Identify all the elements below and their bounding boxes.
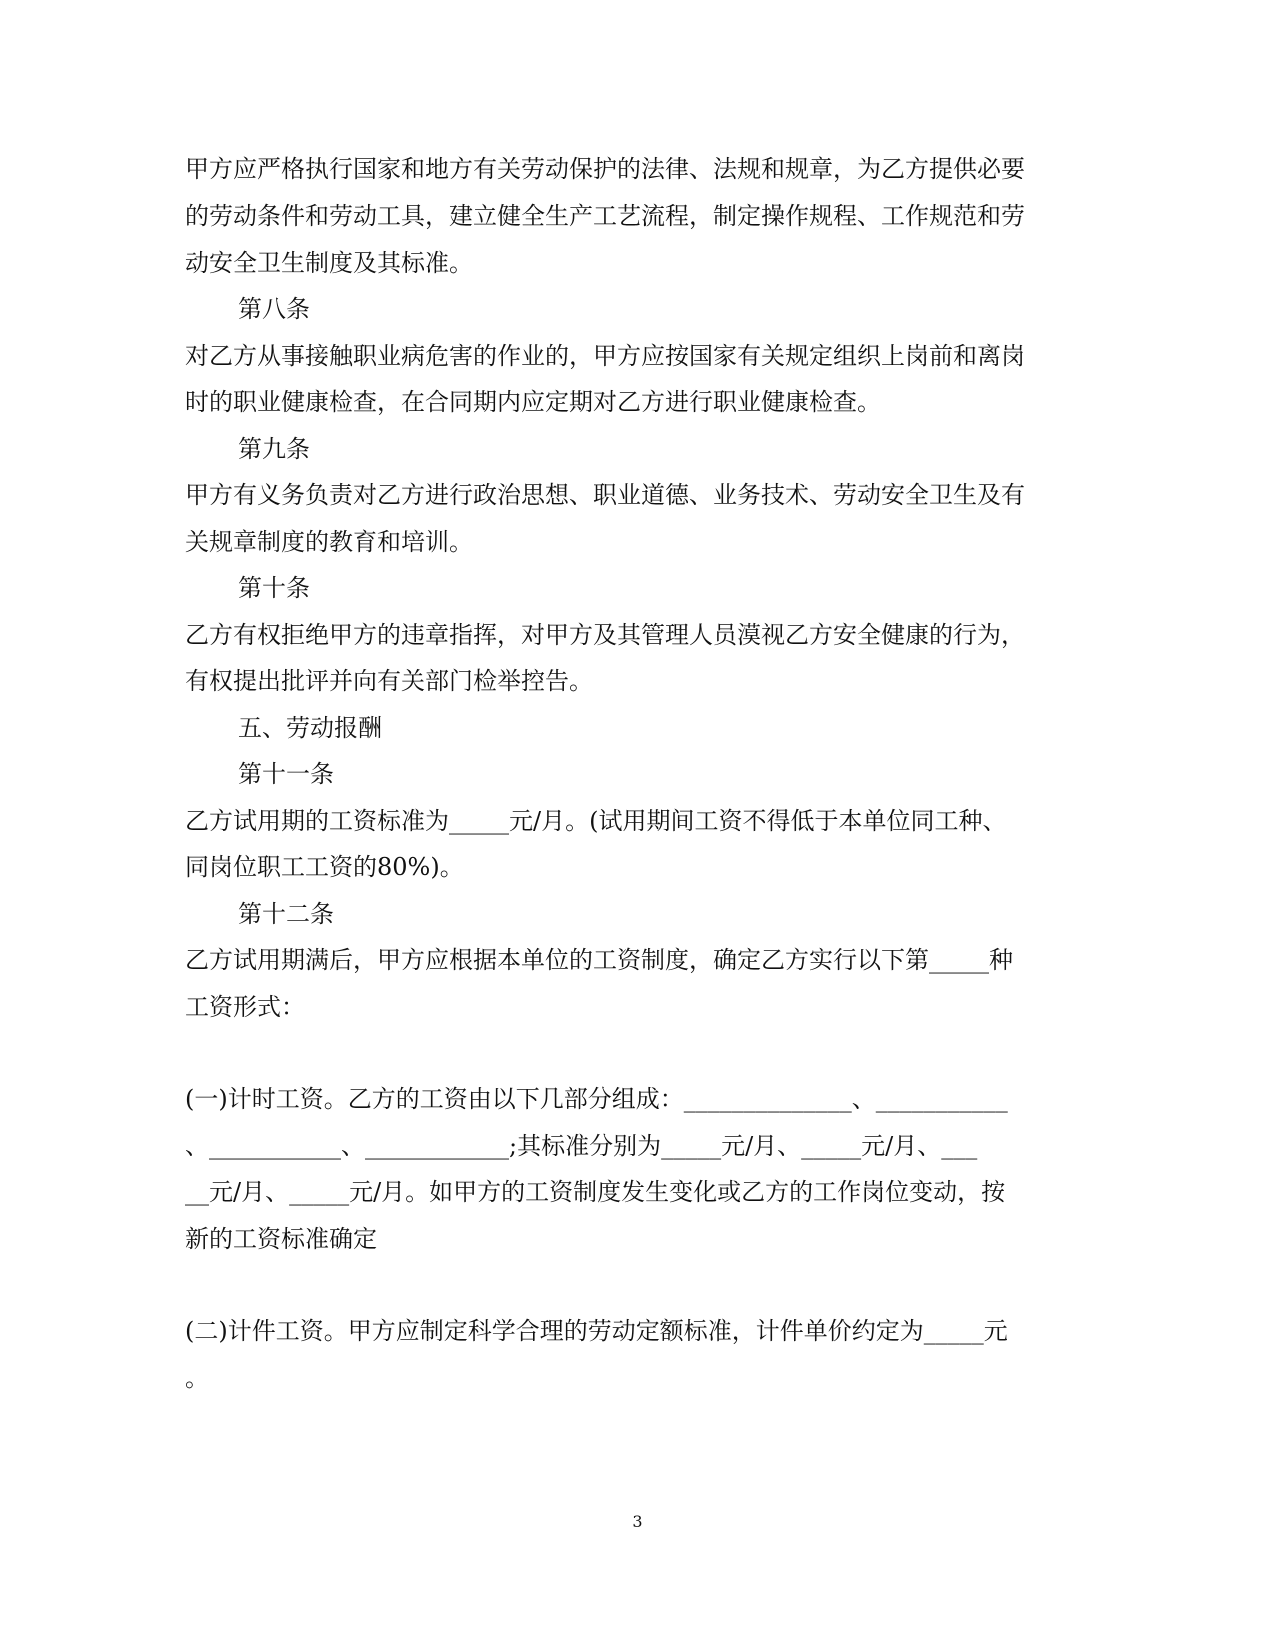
paragraph-line: 工资形式： — [185, 993, 305, 1021]
paragraph-line: 乙方试用期满后，甲方应根据本单位的工资制度，确定乙方实行以下第_____种 — [185, 946, 1013, 974]
article-heading: 第十二条 — [238, 900, 334, 928]
paragraph-line: (二)计件工资。甲方应制定科学合理的劳动定额标准，计件单价约定为_____元 — [185, 1317, 1008, 1345]
article-heading: 第十一条 — [238, 760, 334, 788]
paragraph-line: 、___________、____________;其标准分别为_____元/月、_____元/月、___ — [185, 1132, 978, 1160]
paragraph-line: 甲方应严格执行国家和地方有关劳动保护的法律、法规和规章，为乙方提供必要 — [185, 155, 1025, 183]
article-heading: 第九条 — [238, 435, 310, 463]
paragraph-line: 有权提出批评并向有关部门检举控告。 — [185, 667, 593, 695]
paragraph-line: 同岗位职工工资的80%)。 — [185, 853, 464, 881]
page-number: 3 — [632, 1512, 643, 1531]
paragraph-line: 关规章制度的教育和培训。 — [185, 528, 473, 556]
paragraph-line: (一)计时工资。乙方的工资由以下几部分组成：______________、___________ — [185, 1085, 1008, 1113]
section-heading: 五、劳动报酬 — [238, 714, 382, 742]
paragraph-line: 乙方试用期的工资标准为_____元/月。(试用期间工资不得低于本单位同工种、 — [185, 807, 1007, 835]
article-heading: 第十条 — [238, 574, 310, 602]
paragraph-line: 时的职业健康检查，在合同期内应定期对乙方进行职业健康检查。 — [185, 388, 881, 416]
paragraph-line: __元/月、_____元/月。如甲方的工资制度发生变化或乙方的工作岗位变动，按 — [185, 1178, 1006, 1206]
paragraph-line: 对乙方从事接触职业病危害的作业的，甲方应按国家有关规定组织上岗前和离岗 — [185, 342, 1025, 370]
article-heading: 第八条 — [238, 295, 310, 323]
paragraph-line: 。 — [185, 1364, 209, 1392]
paragraph-line: 新的工资标准确定 — [185, 1225, 377, 1253]
paragraph-line: 动安全卫生制度及其标准。 — [185, 249, 473, 277]
paragraph-line: 的劳动条件和劳动工具，建立健全生产工艺流程，制定操作规程、工作规范和劳 — [185, 202, 1025, 230]
paragraph-line: 乙方有权拒绝甲方的违章指挥，对甲方及其管理人员漠视乙方安全健康的行为， — [185, 621, 1025, 649]
paragraph-line: 甲方有义务负责对乙方进行政治思想、职业道德、业务技术、劳动安全卫生及有 — [185, 481, 1025, 509]
